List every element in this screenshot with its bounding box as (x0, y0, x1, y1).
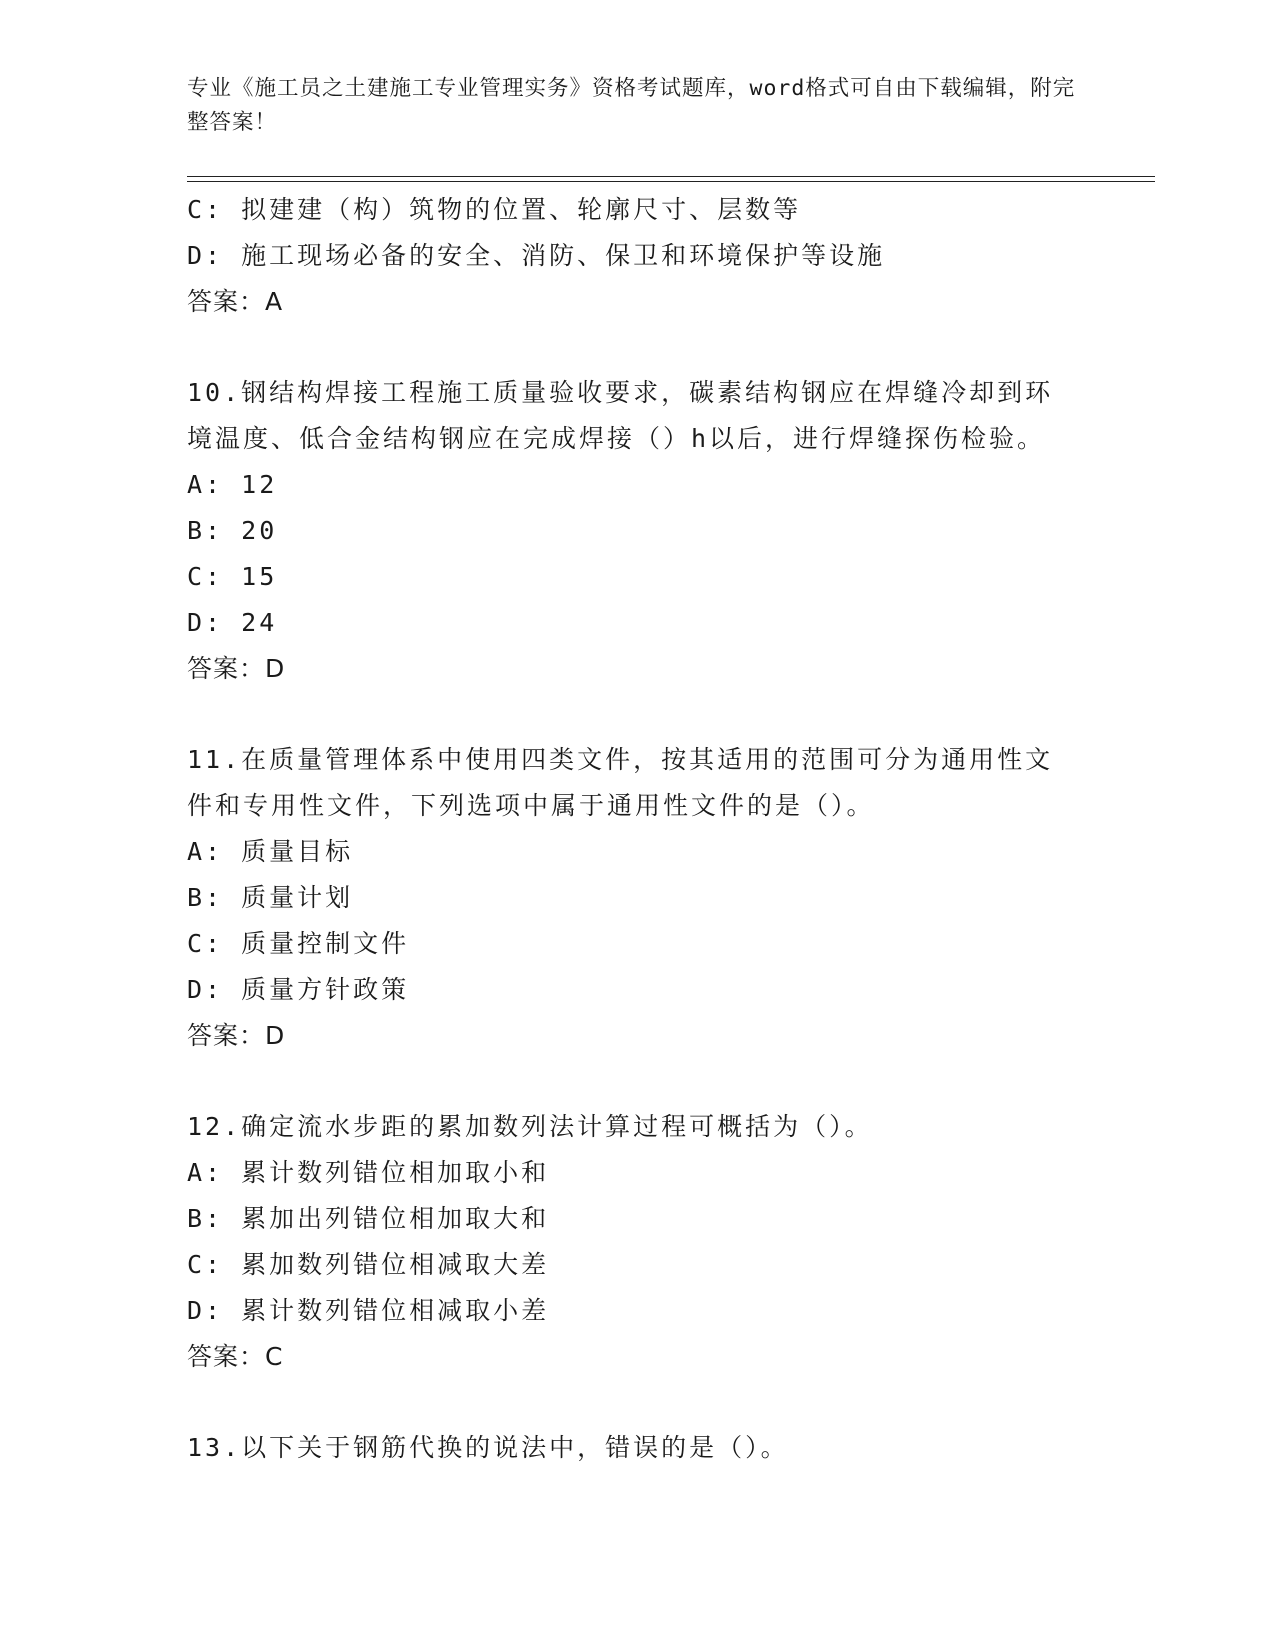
option-a: A: 质量目标 (187, 837, 354, 866)
question-stem-line: 13.以下关于钢筋代换的说法中，错误的是（）。 (187, 1433, 789, 1462)
option-a: A: 12 (187, 470, 278, 499)
option-d: D: 24 (187, 608, 278, 637)
option-c: C: 拟建建（构）筑物的位置、轮廓尺寸、层数等 (187, 195, 802, 224)
document-title: 专业《施工员之土建施工专业管理实务》资格考试题库，word格式可自由下载编辑，附完整答案！ (187, 76, 1076, 135)
question-12 (187, 1104, 1087, 1380)
option-b: B: 质量计划 (187, 883, 354, 912)
question-stem-line: 件和专用性文件，下列选项中属于通用性文件的是（）。 (187, 791, 875, 820)
question-11 (187, 737, 1087, 1059)
header-divider-bottom (187, 181, 1155, 182)
option-a: A: 累计数列错位相加取小和 (187, 1158, 550, 1187)
option-b: B: 20 (187, 516, 278, 545)
question-stem-line: 10.钢结构焊接工程施工质量验收要求，碳素结构钢应在焊缝冷却到环 (187, 378, 1054, 407)
question-content (187, 187, 1087, 1471)
question-10 (187, 370, 1087, 692)
answer-line: 答案：D (187, 1021, 286, 1050)
question-stem-line: 12.确定流水步距的累加数列法计算过程可概括为（）。 (187, 1112, 873, 1141)
question-stem-line: 境温度、低合金结构钢应在完成焊接（）h以后，进行焊缝探伤检验。 (187, 424, 1046, 453)
continued-question (187, 187, 1087, 325)
header-divider-top (187, 176, 1155, 177)
option-d: D: 质量方针政策 (187, 975, 410, 1004)
option-d: D: 施工现场必备的安全、消防、保卫和环境保护等设施 (187, 241, 886, 270)
option-d: D: 累计数列错位相减取小差 (187, 1296, 550, 1325)
option-b: B: 累加出列错位相加取大和 (187, 1204, 550, 1233)
question-stem-line: 11.在质量管理体系中使用四类文件，按其适用的范围可分为通用性文 (187, 745, 1054, 774)
question-13 (187, 1425, 1087, 1471)
option-c: C: 累加数列错位相减取大差 (187, 1250, 550, 1279)
page-header (187, 72, 1087, 140)
answer-line: 答案：D (187, 654, 286, 683)
option-c: C: 15 (187, 562, 278, 591)
option-c: C: 质量控制文件 (187, 929, 410, 958)
answer-line: 答案：C (187, 1342, 284, 1371)
answer-line: 答案：A (187, 287, 284, 316)
